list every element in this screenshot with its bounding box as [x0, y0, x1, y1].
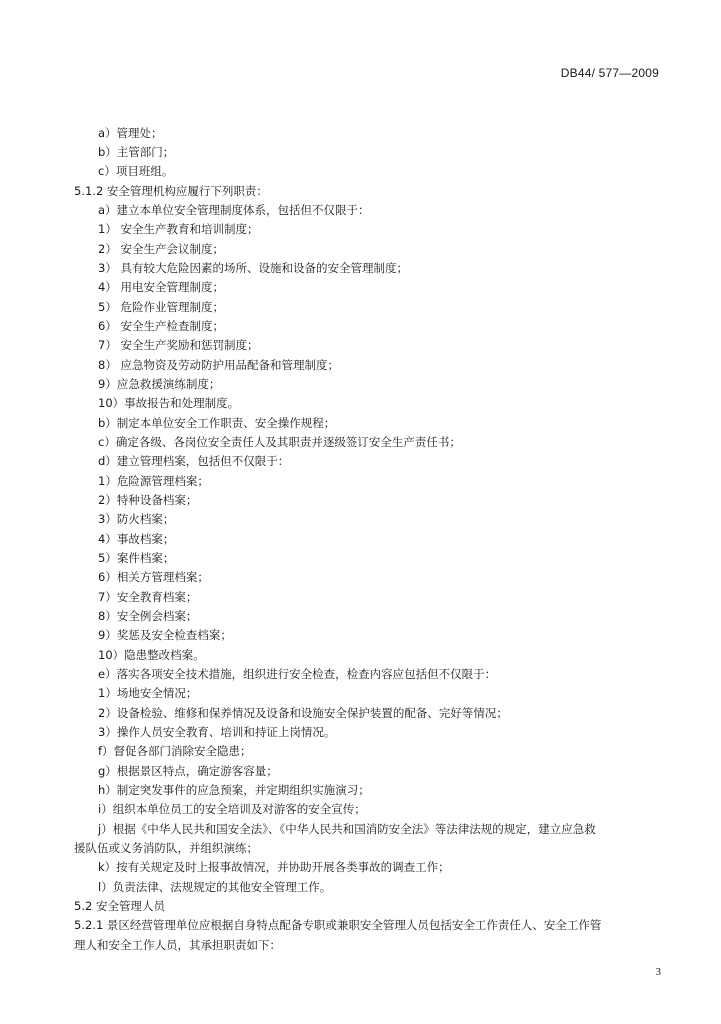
text-line: j）根据《中华人民共和国安全法》、《中华人民共和国消防安全法》等法律法规的规定，建立应急救 — [98, 822, 596, 836]
text-line: 3） 具有较大危险因素的场所、设施和设备的安全管理制度； — [98, 261, 408, 275]
text-line: 8）安全例会档案； — [98, 609, 198, 623]
text-line: i）组织本单位员工的安全培训及对游客的安全宣传； — [98, 802, 366, 816]
text-line: 6） 安全生产检查制度； — [98, 319, 224, 333]
text-line: 5.2.1 景区经营管理单位应根据自身特点配备专职或兼职安全管理人员包括安全工作责任人、安全工作管 — [74, 918, 602, 932]
text-line: 4） 用电安全管理制度； — [98, 280, 224, 294]
text-line: h）制定突发事件的应急预案，并定期组织实施演习； — [98, 783, 370, 797]
page-number: 3 — [655, 966, 661, 978]
text-line: b）制定本单位安全工作职责、安全操作规程； — [98, 416, 336, 430]
text-line: c）确定各级、各岗位安全责任人及其职责并逐级签订安全生产责任书； — [98, 435, 461, 449]
text-line: a）管理处； — [98, 126, 163, 140]
text-line: 5）案件档案； — [98, 551, 175, 565]
text-line: b）主管部门； — [98, 145, 175, 159]
text-line: g）根据景区特点，确定游客容量； — [98, 764, 278, 778]
text-line: 理人和安全工作人员，其承担职责如下： — [74, 938, 281, 952]
text-line: 1）危险源管理档案； — [98, 474, 209, 488]
text-line: 10）事故报告和处理制度。 — [98, 396, 240, 410]
text-line: 3）防火档案； — [98, 512, 175, 526]
text-line: 1）场地安全情况； — [98, 686, 198, 700]
text-line: l）负责法律、法规规定的其他安全管理工作。 — [98, 880, 332, 894]
text-line: 5） 危险作业管理制度； — [98, 300, 224, 314]
text-line: 7）安全教育档案； — [98, 590, 198, 604]
text-line: d）建立管理档案，包括但不仅限于： — [98, 454, 290, 468]
text-line: 7） 安全生产奖励和惩罚制度； — [98, 338, 259, 352]
section-heading: 5.2 安全管理人员 — [74, 899, 165, 913]
text-line: 2）特种设备档案； — [98, 493, 198, 507]
text-line: 2） 安全生产会议制度； — [98, 242, 224, 256]
text-line: 9）应急救援演练制度； — [98, 377, 221, 391]
text-line: c）项目班组。 — [98, 164, 174, 178]
text-line: 1） 安全生产教育和培训制度； — [98, 222, 259, 236]
text-line: 4）事故档案； — [98, 532, 175, 546]
text-line: f）督促各部门消除安全隐患； — [98, 744, 252, 758]
section-heading: 5.1.2 安全管理机构应履行下列职责： — [74, 184, 268, 198]
text-line: 6）相关方管理档案； — [98, 570, 209, 584]
text-line: 9）奖惩及安全检查档案； — [98, 628, 232, 642]
document-code: DB44/ 577—2009 — [560, 66, 659, 80]
text-line: 8） 应急物资及劳动防护用品配备和管理制度； — [98, 358, 339, 372]
text-line: 2）设备检验、维修和保养情况及设备和设施安全保护装置的配备、完好等情况； — [98, 706, 508, 720]
text-line: 10）隐患整改档案。 — [98, 648, 205, 662]
text-line: e）落实各项安全技术措施，组织进行安全检查，检查内容应包括但不仅限于： — [98, 667, 497, 681]
text-line: a）建立本单位安全管理制度体系，包括但不仅限于： — [98, 203, 370, 217]
text-line: 援队伍或义务消防队，并组织演练； — [74, 841, 258, 855]
text-line: k）按有关规定及时上报事故情况，并协助开展各类事故的调查工作； — [98, 860, 450, 874]
text-line: 3）操作人员安全教育、培训和持证上岗情况。 — [98, 725, 336, 739]
